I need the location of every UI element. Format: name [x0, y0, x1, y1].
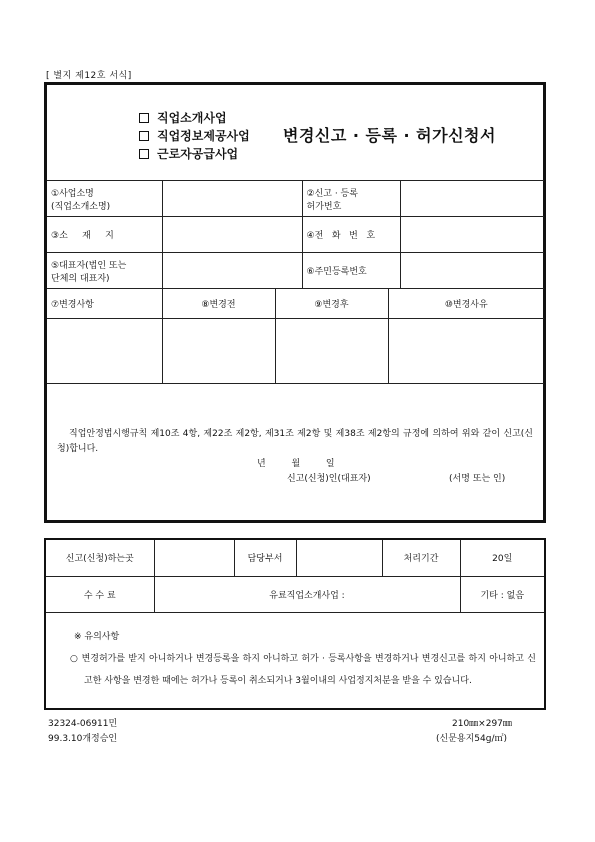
checkbox-icon[interactable] — [139, 149, 149, 159]
header-reason: ⑩변경사유 — [388, 289, 544, 319]
input-after[interactable] — [275, 319, 388, 384]
input-submit-to[interactable] — [154, 540, 234, 576]
notes — [56, 626, 536, 692]
option-label: 직업소개사업 — [157, 111, 227, 125]
fee-other: 기타 : 없음 — [460, 576, 544, 612]
input-change-item[interactable] — [47, 319, 162, 384]
notes-body: ○ 변경허가를 받지 아니하거나 변경등록을 하지 아니하고 허가 · 등록사항을 변경하거나 변경신고를 하지 아니하고 신고한 사항을 변경한 때에는 허가나 등록이 취소되거나 3월이내의 사업정지처분을 받을 수 있습니다. — [70, 654, 536, 686]
input-resident-no[interactable] — [400, 253, 544, 289]
declaration — [57, 427, 533, 487]
input-address[interactable] — [162, 217, 302, 253]
label-phone: ④전 화 번 호 — [302, 217, 400, 253]
label-submit-to: 신고(신청)하는곳 — [46, 540, 154, 576]
label-department: 담당부서 — [234, 540, 296, 576]
input-phone[interactable] — [400, 217, 544, 253]
notes-title: ※ 유의사항 — [74, 632, 120, 642]
processing-info — [44, 538, 546, 710]
input-representative[interactable] — [162, 253, 302, 289]
option-job-info[interactable] — [139, 127, 250, 144]
checkbox-icon[interactable] — [139, 131, 149, 141]
declaration-text: 직업안정법시행규칙 제10조 4항, 제22조 제2항, 제31조 제2항 및 제38조 제2항의 규정에 의하여 위와 같이 신고(신청)합니다. — [57, 429, 533, 454]
input-department[interactable] — [296, 540, 382, 576]
form-header — [47, 85, 543, 180]
label-representative: ⑤대표자(법인 또는 단체의 대표자) — [47, 253, 162, 289]
form-number: [ 별지 제12호 서식] — [46, 71, 132, 81]
option-worker-supply[interactable] — [139, 145, 238, 162]
input-business-name[interactable] — [162, 181, 302, 217]
change-table — [47, 288, 544, 384]
fee-paid-placement: 유료직업소개사업 : — [154, 576, 460, 612]
paper-size: 210㎜×297㎜ — [452, 719, 512, 729]
label-resident-no: ⑥주민등록번호 — [302, 253, 400, 289]
input-reason[interactable] — [388, 319, 544, 384]
form-title: 변경신고 · 등록 · 허가신청서 — [283, 126, 496, 145]
input-before[interactable] — [162, 319, 275, 384]
declaration-date: 년 월 일 — [257, 459, 335, 469]
option-label: 근로자공급사업 — [157, 147, 239, 161]
option-label: 직업정보제공사업 — [157, 129, 250, 143]
header-change-item: ⑦변경사항 — [47, 289, 162, 319]
approval-date: 99.3.10개정승인 — [48, 734, 118, 744]
applicant-label: 신고(신청)인(대표자) — [287, 474, 371, 484]
label-processing-period: 처리기간 — [382, 540, 460, 576]
checkbox-icon[interactable] — [139, 113, 149, 123]
paper-type: (신문용지54g/㎡) — [436, 734, 507, 744]
application-form — [44, 82, 546, 523]
header-after: ⑨변경후 — [275, 289, 388, 319]
label-business-name: ①사업소명 (직업소개소명) — [47, 181, 162, 217]
processing-table — [46, 540, 544, 613]
label-address: ③소 재 지 — [47, 217, 162, 253]
form-code: 32324-06911민 — [48, 719, 118, 729]
signature-label: (서명 또는 인) — [449, 474, 506, 484]
input-registration-no[interactable] — [400, 181, 544, 217]
processing-period-value: 20일 — [460, 540, 544, 576]
option-job-placement[interactable] — [139, 109, 227, 126]
label-fee: 수 수 료 — [46, 576, 154, 612]
label-registration-no: ②신고 · 등록 허가번호 — [302, 181, 400, 217]
header-before: ⑧변경전 — [162, 289, 275, 319]
info-table — [47, 180, 544, 289]
